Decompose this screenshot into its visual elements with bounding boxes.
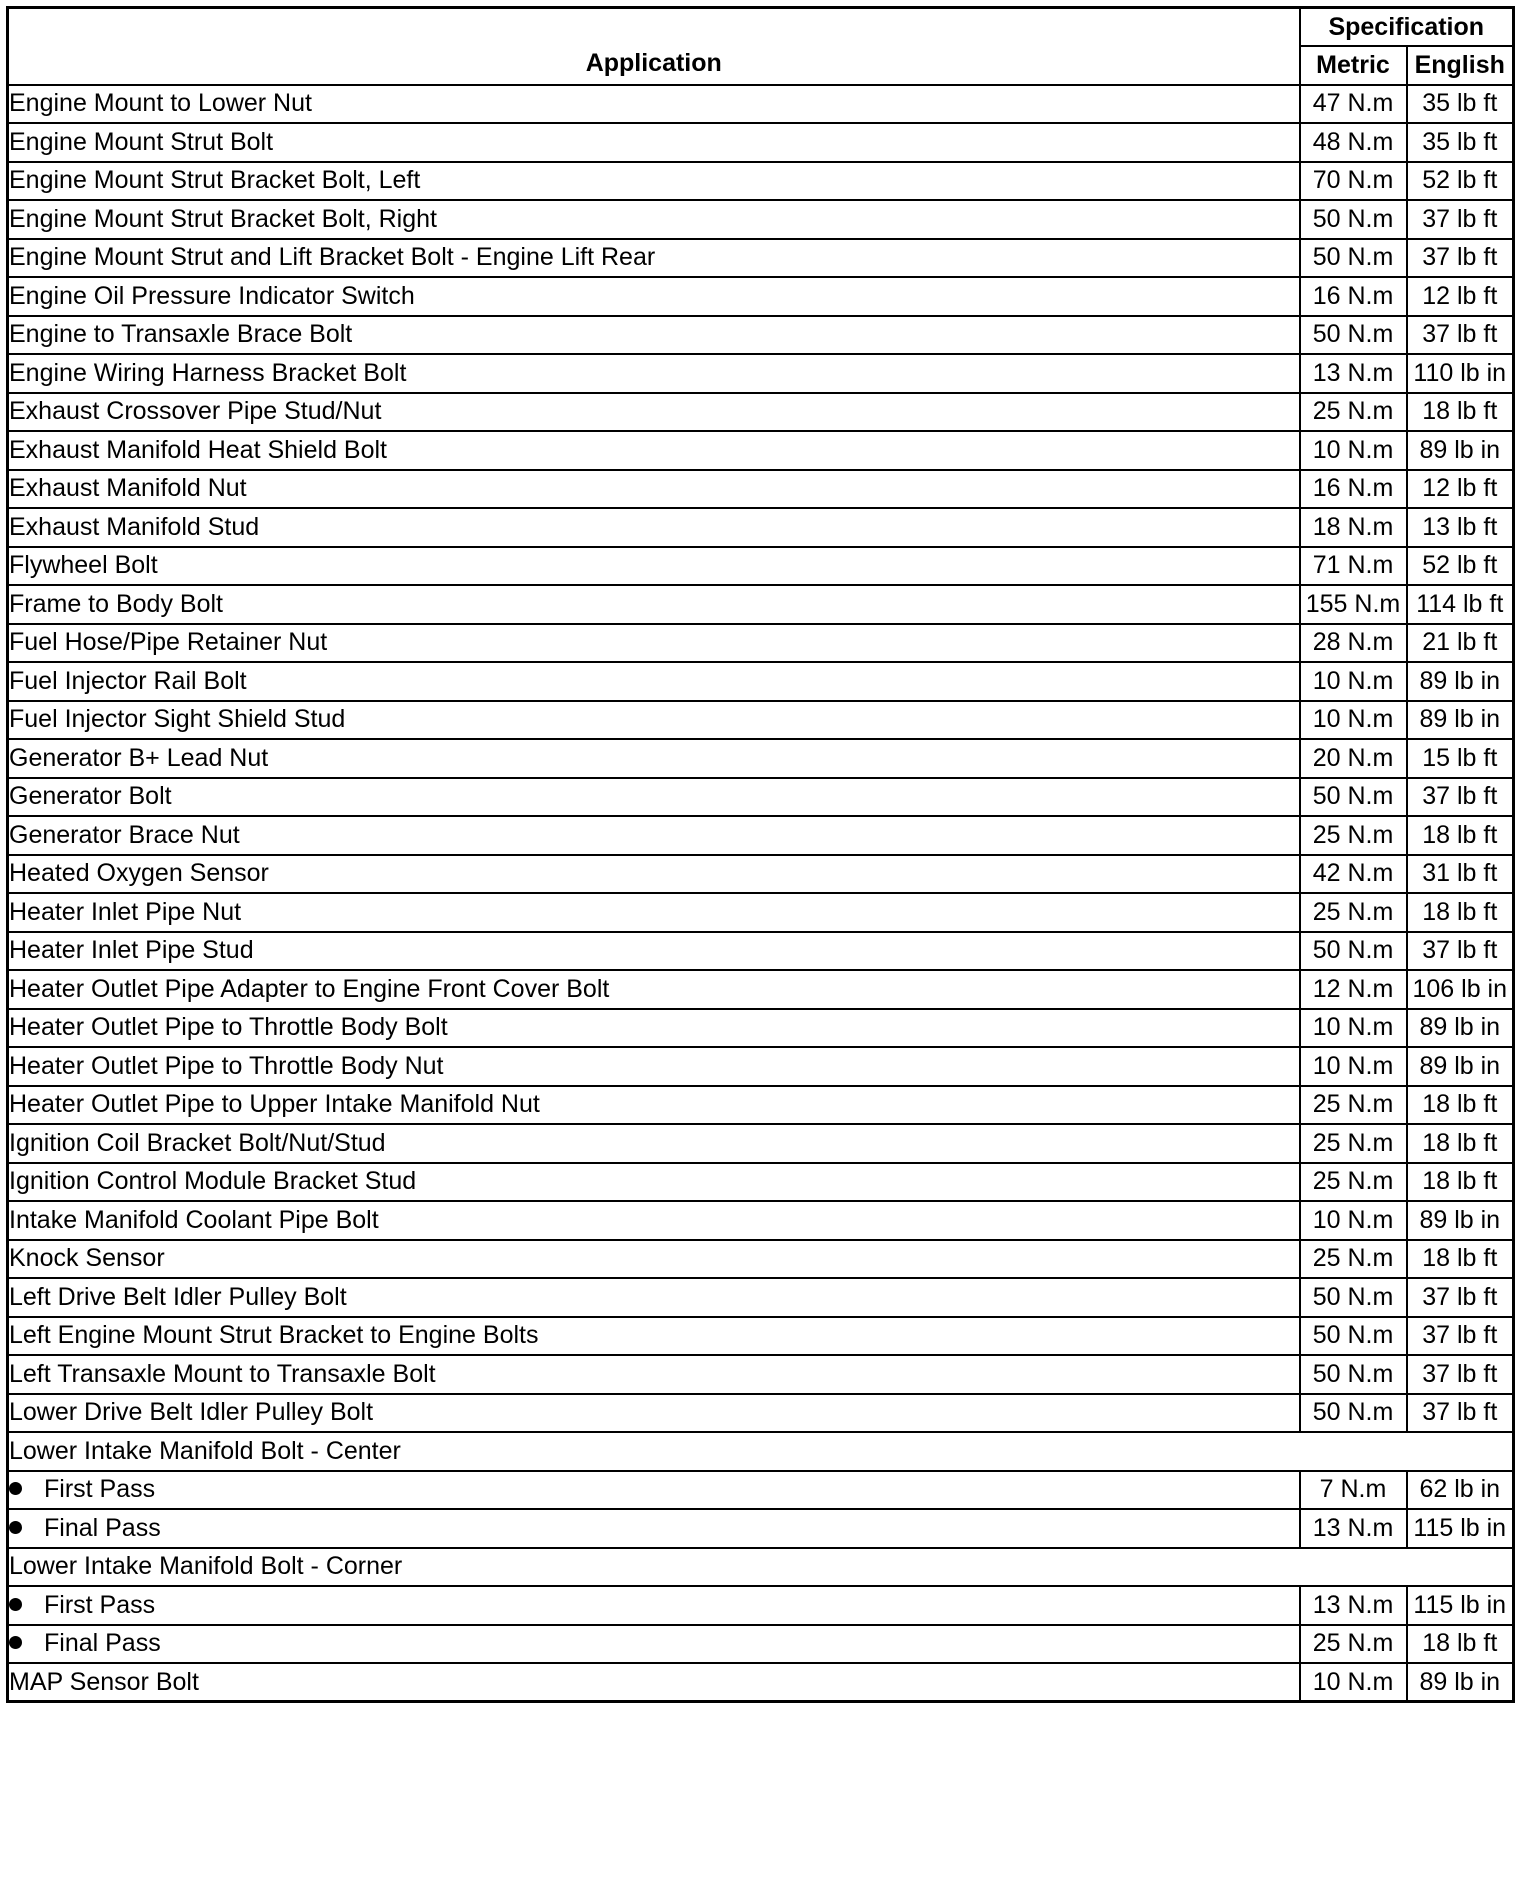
application-cell	[8, 470, 1300, 509]
application-cell	[8, 162, 1300, 201]
application-cell	[8, 85, 1300, 124]
application-label: Generator Brace Nut	[9, 820, 240, 849]
table-row	[8, 1317, 1514, 1356]
metric-cell: 28 N.m	[1300, 624, 1407, 663]
application-cell	[8, 624, 1300, 663]
table-row	[8, 470, 1514, 509]
table-row	[8, 1124, 1514, 1163]
application-label: Generator Bolt	[9, 782, 172, 811]
table-group-row	[8, 1432, 1514, 1471]
application-cell	[8, 1086, 1300, 1125]
application-label: Exhaust Manifold Heat Shield Bolt	[9, 435, 387, 464]
metric-cell: 10 N.m	[1300, 1047, 1407, 1086]
table-row	[8, 1009, 1514, 1048]
metric-cell: 50 N.m	[1300, 239, 1407, 278]
table-group-row	[8, 1548, 1514, 1587]
english-cell: 15 lb ft	[1407, 739, 1514, 778]
application-label: Knock Sensor	[9, 1244, 165, 1273]
application-cell	[8, 1471, 1300, 1510]
application-label: Heater Outlet Pipe to Throttle Body Nut	[9, 1051, 444, 1080]
application-cell	[8, 778, 1300, 817]
application-cell	[8, 816, 1300, 855]
metric-cell: 50 N.m	[1300, 1278, 1407, 1317]
english-cell: 35 lb ft	[1407, 123, 1514, 162]
application-label: Fuel Hose/Pipe Retainer Nut	[9, 628, 328, 657]
english-cell: 89 lb in	[1407, 701, 1514, 740]
metric-cell: 10 N.m	[1300, 431, 1407, 470]
application-cell	[8, 123, 1300, 162]
english-cell: 37 lb ft	[1407, 1317, 1514, 1356]
application-label: Lower Drive Belt Idler Pulley Bolt	[9, 1398, 374, 1427]
application-label: Exhaust Manifold Nut	[9, 474, 247, 503]
application-cell	[8, 893, 1300, 932]
application-cell	[8, 1009, 1300, 1048]
english-cell: 37 lb ft	[1407, 778, 1514, 817]
table-row	[8, 162, 1514, 201]
english-cell: 18 lb ft	[1407, 1163, 1514, 1202]
metric-cell: 10 N.m	[1300, 662, 1407, 701]
english-cell: 110 lb in	[1407, 354, 1514, 393]
metric-cell: 25 N.m	[1300, 1124, 1407, 1163]
table-subrow	[8, 1586, 1514, 1625]
table-row	[8, 739, 1514, 778]
english-cell: 106 lb in	[1407, 970, 1514, 1009]
metric-cell: 50 N.m	[1300, 200, 1407, 239]
metric-cell: 70 N.m	[1300, 162, 1407, 201]
application-label: Final Pass	[44, 1629, 161, 1658]
table-row	[8, 1201, 1514, 1240]
application-label: Fuel Injector Sight Shield Stud	[9, 705, 346, 734]
bullet-icon	[9, 1521, 22, 1534]
application-cell	[8, 1163, 1300, 1202]
english-cell: 37 lb ft	[1407, 239, 1514, 278]
application-label: Left Transaxle Mount to Transaxle Bolt	[9, 1359, 436, 1388]
application-label: Intake Manifold Coolant Pipe Bolt	[9, 1205, 379, 1234]
english-cell: 115 lb in	[1407, 1509, 1514, 1548]
metric-cell: 25 N.m	[1300, 1163, 1407, 1202]
metric-header: Metric	[1300, 46, 1407, 85]
english-cell: 37 lb ft	[1407, 932, 1514, 971]
application-label: Engine Oil Pressure Indicator Switch	[9, 281, 415, 310]
english-cell: 114 lb ft	[1407, 585, 1514, 624]
metric-cell: 42 N.m	[1300, 855, 1407, 894]
torque-spec-table	[6, 6, 1515, 1703]
application-label: Exhaust Crossover Pipe Stud/Nut	[9, 397, 382, 426]
metric-cell: 16 N.m	[1300, 470, 1407, 509]
application-label: Frame to Body Bolt	[9, 589, 223, 618]
metric-cell: 13 N.m	[1300, 1509, 1407, 1548]
application-cell	[8, 585, 1300, 624]
metric-cell: 47 N.m	[1300, 85, 1407, 124]
application-label: Engine Mount Strut Bolt	[9, 127, 274, 156]
application-cell	[8, 547, 1300, 586]
metric-cell: 25 N.m	[1300, 816, 1407, 855]
bullet-icon	[9, 1482, 22, 1495]
table-row	[8, 893, 1514, 932]
application-label: Engine Wiring Harness Bracket Bolt	[9, 358, 407, 387]
specification-header: Specification	[1300, 8, 1514, 47]
english-cell: 89 lb in	[1407, 431, 1514, 470]
metric-cell: 20 N.m	[1300, 739, 1407, 778]
metric-cell: 25 N.m	[1300, 1240, 1407, 1279]
table-row	[8, 624, 1514, 663]
table-row	[8, 778, 1514, 817]
table-row	[8, 1047, 1514, 1086]
table-row	[8, 316, 1514, 355]
application-label: Exhaust Manifold Stud	[9, 512, 260, 541]
table-row	[8, 816, 1514, 855]
english-cell: 89 lb in	[1407, 1201, 1514, 1240]
application-cell	[8, 1625, 1300, 1664]
english-cell: 52 lb ft	[1407, 547, 1514, 586]
english-cell: 18 lb ft	[1407, 1124, 1514, 1163]
table-row	[8, 1278, 1514, 1317]
application-cell	[8, 1240, 1300, 1279]
metric-cell: 155 N.m	[1300, 585, 1407, 624]
metric-cell: 48 N.m	[1300, 123, 1407, 162]
application-header: Application	[8, 8, 1300, 85]
metric-cell: 50 N.m	[1300, 1394, 1407, 1433]
application-cell	[8, 1509, 1300, 1548]
metric-cell: 13 N.m	[1300, 354, 1407, 393]
metric-cell: 13 N.m	[1300, 1586, 1407, 1625]
application-cell	[8, 1124, 1300, 1163]
metric-cell: 10 N.m	[1300, 701, 1407, 740]
application-cell	[8, 316, 1300, 355]
english-cell: 18 lb ft	[1407, 893, 1514, 932]
table-subrow	[8, 1471, 1514, 1510]
table-subrow	[8, 1625, 1514, 1664]
application-label: Heater Inlet Pipe Nut	[9, 897, 242, 926]
application-label: Engine Mount Strut and Lift Bracket Bolt - Engine Lift Rear	[9, 243, 656, 272]
english-cell: 89 lb in	[1407, 1663, 1514, 1702]
metric-cell: 50 N.m	[1300, 778, 1407, 817]
application-cell	[8, 1278, 1300, 1317]
english-cell: 52 lb ft	[1407, 162, 1514, 201]
group-label: Lower Intake Manifold Bolt - Corner	[8, 1548, 1514, 1587]
application-cell	[8, 200, 1300, 239]
metric-cell: 71 N.m	[1300, 547, 1407, 586]
english-cell: 37 lb ft	[1407, 1394, 1514, 1433]
application-cell	[8, 508, 1300, 547]
english-cell: 37 lb ft	[1407, 200, 1514, 239]
application-label: Heater Outlet Pipe Adapter to Engine Front Cover Bolt	[9, 974, 610, 1003]
table-row	[8, 393, 1514, 432]
english-cell: 37 lb ft	[1407, 1355, 1514, 1394]
application-cell	[8, 1586, 1300, 1625]
english-cell: 21 lb ft	[1407, 624, 1514, 663]
table-row	[8, 123, 1514, 162]
table-row	[8, 970, 1514, 1009]
application-cell	[8, 662, 1300, 701]
application-label: Heater Outlet Pipe to Throttle Body Bolt	[9, 1013, 448, 1042]
english-cell: 89 lb in	[1407, 1009, 1514, 1048]
english-cell: 18 lb ft	[1407, 393, 1514, 432]
application-cell	[8, 970, 1300, 1009]
english-cell: 37 lb ft	[1407, 1278, 1514, 1317]
bullet-icon	[9, 1636, 22, 1649]
application-cell	[8, 932, 1300, 971]
table-row	[8, 1394, 1514, 1433]
application-label: Heater Outlet Pipe to Upper Intake Manifold Nut	[9, 1090, 540, 1119]
application-label: Ignition Control Module Bracket Stud	[9, 1167, 417, 1196]
english-header: English	[1407, 46, 1514, 85]
application-cell	[8, 1047, 1300, 1086]
english-cell: 31 lb ft	[1407, 855, 1514, 894]
application-cell	[8, 1355, 1300, 1394]
metric-cell: 25 N.m	[1300, 1625, 1407, 1664]
application-label: Flywheel Bolt	[9, 551, 158, 580]
table-subrow	[8, 1509, 1514, 1548]
application-cell	[8, 1317, 1300, 1356]
metric-cell: 18 N.m	[1300, 508, 1407, 547]
metric-cell: 25 N.m	[1300, 893, 1407, 932]
application-label: Heater Inlet Pipe Stud	[9, 936, 254, 965]
metric-cell: 50 N.m	[1300, 316, 1407, 355]
english-cell: 62 lb in	[1407, 1471, 1514, 1510]
table-row	[8, 547, 1514, 586]
metric-cell: 10 N.m	[1300, 1663, 1407, 1702]
english-cell: 37 lb ft	[1407, 316, 1514, 355]
table-row	[8, 1663, 1514, 1702]
table-row	[8, 508, 1514, 547]
application-cell	[8, 277, 1300, 316]
spec-table-body	[8, 85, 1514, 1702]
application-label: Engine Mount Strut Bracket Bolt, Left	[9, 166, 421, 195]
table-row	[8, 85, 1514, 124]
table-row	[8, 932, 1514, 971]
english-cell: 18 lb ft	[1407, 1625, 1514, 1664]
application-cell	[8, 393, 1300, 432]
table-row	[8, 1355, 1514, 1394]
application-label: Left Drive Belt Idler Pulley Bolt	[9, 1282, 347, 1311]
application-label: First Pass	[44, 1475, 156, 1504]
application-label: Ignition Coil Bracket Bolt/Nut/Stud	[9, 1128, 386, 1157]
english-cell: 35 lb ft	[1407, 85, 1514, 124]
metric-cell: 25 N.m	[1300, 1086, 1407, 1125]
application-label: Engine to Transaxle Brace Bolt	[9, 320, 353, 349]
application-label: First Pass	[44, 1590, 156, 1619]
english-cell: 18 lb ft	[1407, 1086, 1514, 1125]
application-label: Engine Mount Strut Bracket Bolt, Right	[9, 204, 437, 233]
application-label: MAP Sensor Bolt	[9, 1667, 199, 1696]
table-row	[8, 1086, 1514, 1125]
english-cell: 13 lb ft	[1407, 508, 1514, 547]
application-label: Fuel Injector Rail Bolt	[9, 666, 247, 695]
metric-cell: 12 N.m	[1300, 970, 1407, 1009]
table-row	[8, 1240, 1514, 1279]
metric-cell: 50 N.m	[1300, 1317, 1407, 1356]
application-label: Generator B+ Lead Nut	[9, 743, 269, 772]
table-row	[8, 431, 1514, 470]
table-row	[8, 1163, 1514, 1202]
table-row	[8, 585, 1514, 624]
application-cell	[8, 739, 1300, 778]
table-row	[8, 239, 1514, 278]
table-row	[8, 701, 1514, 740]
bullet-icon	[9, 1598, 22, 1611]
application-cell	[8, 239, 1300, 278]
application-cell	[8, 855, 1300, 894]
english-cell: 12 lb ft	[1407, 470, 1514, 509]
english-cell: 12 lb ft	[1407, 277, 1514, 316]
metric-cell: 16 N.m	[1300, 277, 1407, 316]
metric-cell: 50 N.m	[1300, 1355, 1407, 1394]
application-cell	[8, 1394, 1300, 1433]
english-cell: 89 lb in	[1407, 662, 1514, 701]
table-row	[8, 855, 1514, 894]
table-row	[8, 354, 1514, 393]
metric-cell: 7 N.m	[1300, 1471, 1407, 1510]
application-cell	[8, 1663, 1300, 1702]
application-cell	[8, 1201, 1300, 1240]
english-cell: 115 lb in	[1407, 1586, 1514, 1625]
application-cell	[8, 431, 1300, 470]
group-label: Lower Intake Manifold Bolt - Center	[8, 1432, 1514, 1471]
metric-cell: 25 N.m	[1300, 393, 1407, 432]
table-row	[8, 200, 1514, 239]
application-label: Engine Mount to Lower Nut	[9, 89, 312, 118]
header-row-top	[8, 8, 1514, 47]
english-cell: 89 lb in	[1407, 1047, 1514, 1086]
application-label: Final Pass	[44, 1513, 161, 1542]
application-cell	[8, 701, 1300, 740]
application-cell	[8, 354, 1300, 393]
application-label: Left Engine Mount Strut Bracket to Engine Bolts	[9, 1321, 539, 1350]
metric-cell: 10 N.m	[1300, 1009, 1407, 1048]
table-row	[8, 277, 1514, 316]
table-row	[8, 662, 1514, 701]
english-cell: 18 lb ft	[1407, 1240, 1514, 1279]
metric-cell: 50 N.m	[1300, 932, 1407, 971]
english-cell: 18 lb ft	[1407, 816, 1514, 855]
application-label: Heated Oxygen Sensor	[9, 859, 269, 888]
metric-cell: 10 N.m	[1300, 1201, 1407, 1240]
